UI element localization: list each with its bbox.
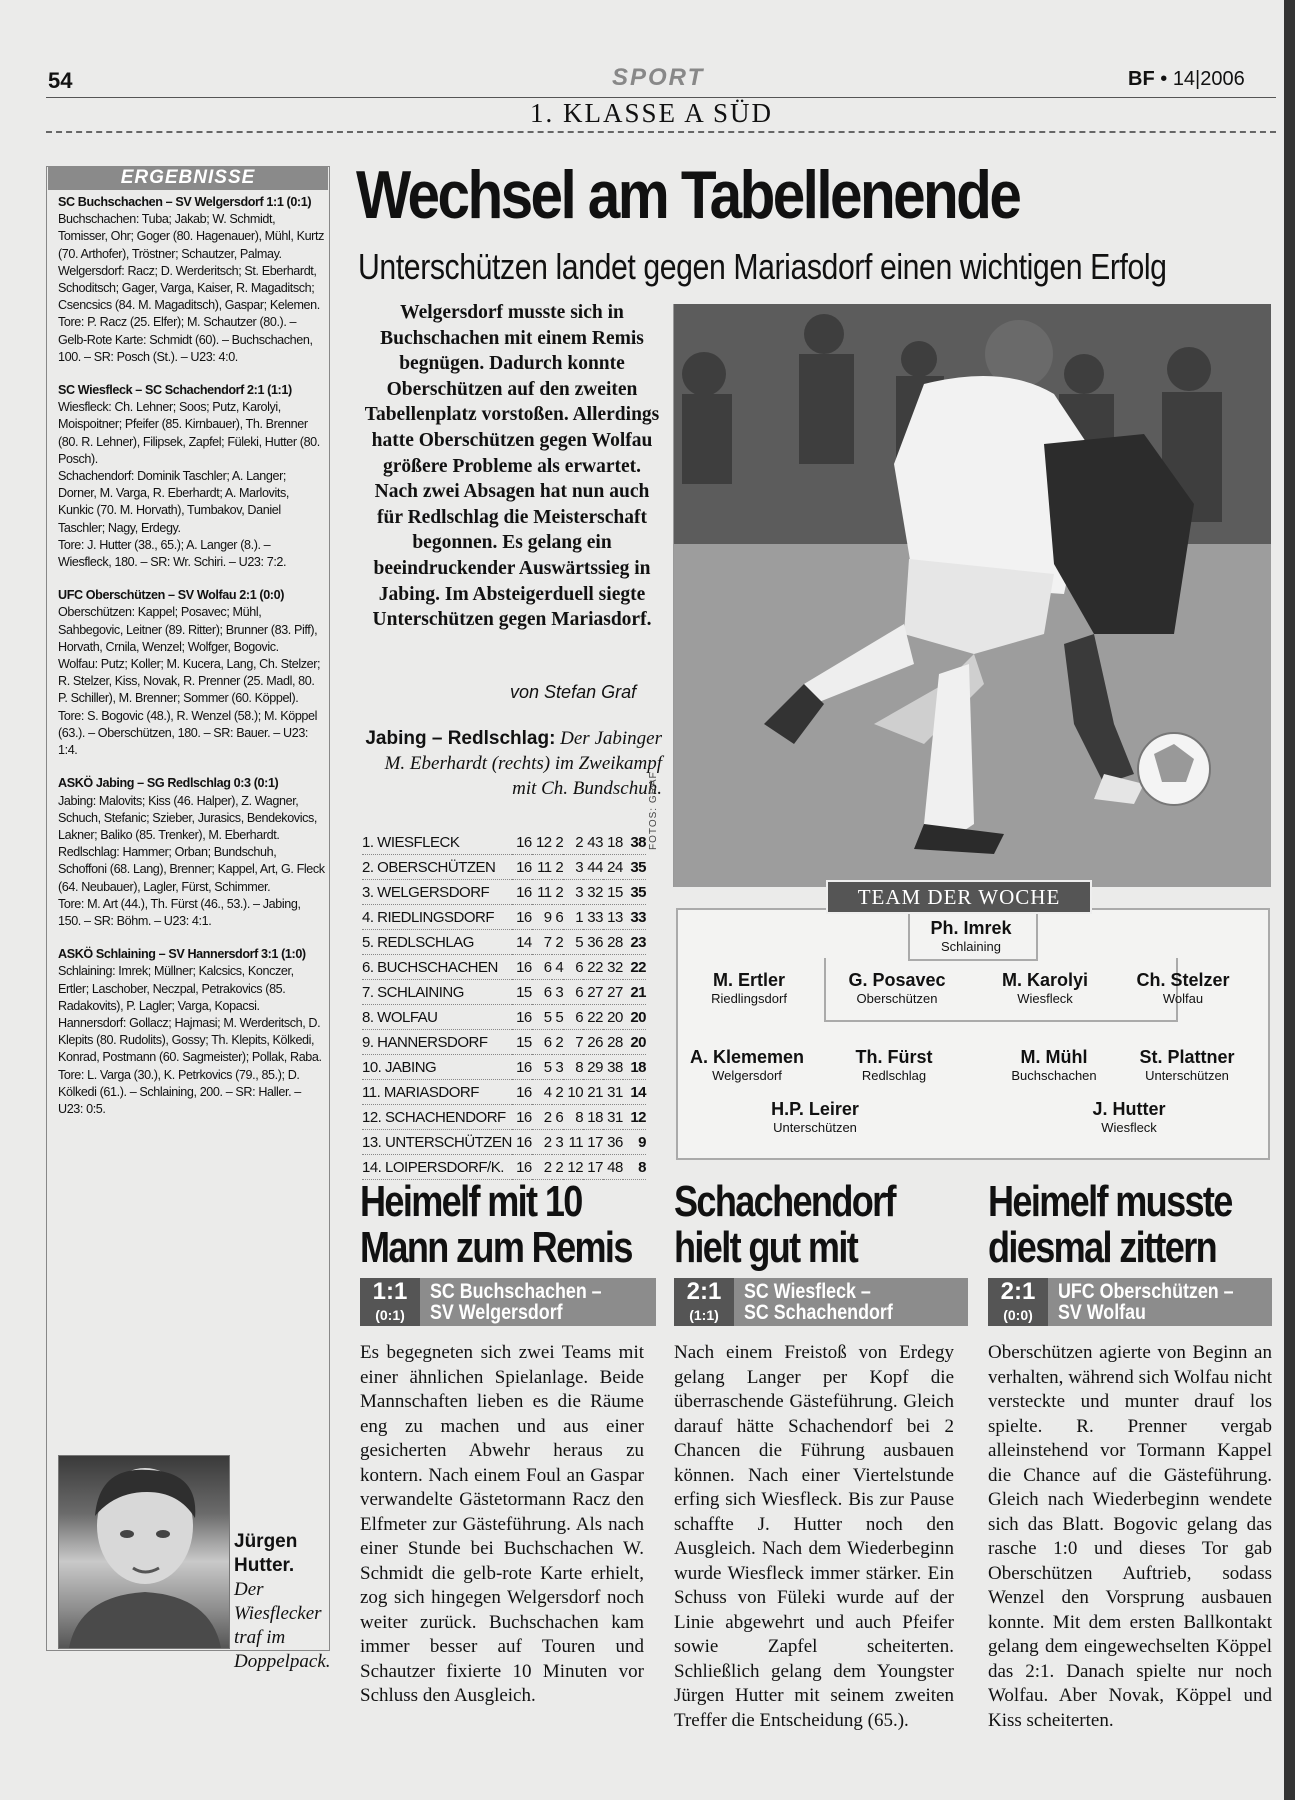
result-line: Tore: M. Art (44.), Th. Fürst (46., 53.). – Jabing, 150. – SR: Böhm. – U23: 4:1. bbox=[58, 896, 301, 928]
standings-row bbox=[362, 1105, 646, 1130]
player-name: Ph. Imrek bbox=[930, 918, 1012, 938]
standings-value: 15 bbox=[607, 883, 623, 901]
report-headline: Heimelf mit 10 bbox=[360, 1177, 582, 1226]
standings-value: 2 bbox=[555, 933, 564, 951]
standings-value: 7 bbox=[575, 1033, 584, 1051]
standings-team: 1. WIESFLECK bbox=[362, 833, 460, 851]
standings-row bbox=[362, 1080, 646, 1105]
result-match: ASKÖ Jabing – SG Redlschlag 0:3 (0:1) bbox=[58, 776, 279, 791]
result-match: ASKÖ Schlaining – SV Hannersdorf 3:1 (1:0) bbox=[58, 947, 306, 962]
standings-value: 2 bbox=[575, 833, 584, 851]
standings-points: 22 bbox=[630, 958, 646, 976]
report-text: Nach einem Freistoß von Erdegy gelang Langer per Kopf die überraschende Gästeführung. Gleich darauf hätte Schachendorf bei 2 Chancen die Führung ausbauen können. Nach einer Viertelstunde erfing sich Wiesfleck. Bis zur Pause schaffte J. Hutter noch den Ausgleich. Nach dem Wiederbeginn wurde Wiesfleck immer stärker. Ein Schuss von Füleki wurde auf der Linie abgewehrt und auch Pfeifer sowie Zapfel scheiterten. Schließlich gelang dem Youngster Jürgen Hutter mit seinem zweiten Treffer die Entscheidung (65.). bbox=[674, 1342, 954, 1731]
standings-value: 27 bbox=[607, 983, 623, 1001]
standings-row bbox=[362, 930, 646, 955]
away-team: SV Wolfau bbox=[1058, 1301, 1146, 1324]
standings-value: 16 bbox=[516, 1083, 532, 1101]
standings-points: 12 bbox=[630, 1108, 646, 1126]
player-card bbox=[1112, 1047, 1262, 1085]
player-name: M. Ertler bbox=[712, 970, 786, 990]
standings-value: 15 bbox=[516, 1033, 532, 1051]
home-team: SC Buchschachen – bbox=[430, 1280, 602, 1303]
score-bar bbox=[360, 1278, 656, 1326]
standings-value: 22 bbox=[587, 958, 603, 976]
result-block bbox=[58, 587, 326, 759]
results-list bbox=[58, 194, 326, 1134]
byline bbox=[510, 682, 636, 703]
player-club: Oberschützen bbox=[856, 991, 938, 1006]
player-club: Unterschützen bbox=[773, 1120, 857, 1135]
standings-value: 1 bbox=[575, 908, 584, 926]
standings-points: 20 bbox=[630, 1033, 646, 1051]
report-headline: diesmal zittern bbox=[988, 1223, 1217, 1272]
player-card bbox=[674, 970, 824, 1008]
standings-value: 32 bbox=[607, 958, 623, 976]
final-score: 1:1 bbox=[372, 1278, 408, 1305]
standings-table bbox=[362, 830, 646, 1180]
result-line: Wiesfleck: Ch. Lehner; Soos; Putz, Karolyi, Moispoitner; Pfeifer (85. Kirnbauer), Th. Brenner (80. R. Lehner), Filipsek, Zapfel; Füleki, Hutter (80. Posch). bbox=[58, 400, 320, 466]
standings-value: 6 bbox=[575, 958, 584, 976]
standings-value: 32 bbox=[587, 883, 603, 901]
player-name: M. Mühl bbox=[1020, 1047, 1088, 1067]
standings-value: 27 bbox=[587, 983, 603, 1001]
brand-separator: • bbox=[1160, 68, 1168, 90]
standings-value: 2 bbox=[555, 1158, 564, 1176]
player-card bbox=[819, 1047, 969, 1085]
standings-value: 11 bbox=[537, 858, 552, 876]
standings-value: 5 bbox=[555, 1008, 564, 1026]
player-name: Ch. Stelzer bbox=[1136, 970, 1230, 990]
issue-number: 14|2006 bbox=[1172, 68, 1245, 90]
player-club: Riedlingsdorf bbox=[711, 991, 787, 1006]
standings-value: 11 bbox=[568, 1133, 584, 1151]
result-match: SC Buchschachen – SV Welgersdorf 1:1 (0:1) bbox=[58, 195, 312, 209]
portrait-text: Der Wiesflecker traf im Doppelpack. bbox=[234, 1579, 331, 1672]
standings-value: 8 bbox=[575, 1108, 584, 1126]
player-card bbox=[1054, 1099, 1204, 1137]
standings-row bbox=[362, 905, 646, 930]
report-text: Oberschützen agierte von Beginn an verhalten, während sich Wolfau nicht versteckte und munter drauf los spielte. R. Prenner vergab alleinstehend vor Tormann Kappel die Chance auf die Gästeführung. Gleich nach Wiederbeginn wendete sich das Blatt. Bogovic gelang das rasche 1:0 und dieses Tor gab Oberschützen Auftrieb, sodass Wenzel den Vorsprung ausbauen konnte. Mit dem ersten Ballkontakt gelang dem eingewechselten Köppel das 2:1. Danach spielte nur noch Wolfau. Aber Novak, Köppel und Kiss scheiterten. bbox=[988, 1342, 1272, 1731]
standings-value: 6 bbox=[575, 1008, 584, 1026]
standings-value: 16 bbox=[516, 1133, 532, 1151]
final-score: 2:1 bbox=[1000, 1278, 1036, 1305]
player-card bbox=[979, 1047, 1129, 1085]
standings-value: 2 bbox=[555, 833, 564, 851]
standings-value: 5 bbox=[575, 933, 584, 951]
standings-value: 6 bbox=[543, 983, 552, 1001]
standings-points: 33 bbox=[630, 908, 646, 926]
standings-points: 8 bbox=[638, 1158, 646, 1176]
standings-value: 6 bbox=[543, 1033, 552, 1051]
standings-points: 21 bbox=[630, 983, 646, 1001]
standings-value: 3 bbox=[555, 1058, 564, 1076]
standings-value: 36 bbox=[587, 933, 603, 951]
result-line: Welgersdorf: Racz; D. Werderitsch; St. Eberhardt, Schoditsch; Gager, Varga, Kaiser, R. Magaditsch; Csencsics (84. M. Magaditsch), Gaspar; Kelemen. bbox=[58, 263, 320, 313]
byline-author: Stefan Graf bbox=[544, 682, 637, 702]
standings-value: 6 bbox=[543, 958, 552, 976]
report-headline: Mann zum Remis bbox=[360, 1223, 632, 1272]
portrait-photo bbox=[58, 1455, 230, 1649]
main-headline: Wechsel am Tabellenende bbox=[356, 157, 1020, 233]
result-block bbox=[58, 194, 326, 366]
standings-value: 21 bbox=[587, 1083, 603, 1101]
player-club: Wiesfleck bbox=[1101, 1120, 1157, 1135]
result-line: Tore: S. Bogovic (48.), R. Wenzel (58.); M. Köppel (63.). – Oberschützen, 180. – SR: Bauer. – U23: 1:4. bbox=[58, 708, 318, 758]
standings-team: 2. OBERSCHÜTZEN bbox=[362, 858, 496, 876]
standings-value: 16 bbox=[516, 1008, 532, 1026]
result-line: Jabing: Malovits; Kiss (46. Halper), Z. Wagner, Schuch, Stefanic; Szieber, Jurasics, Bendekovics, Lakner; Baliko (85. Trenker), M. Eberhardt. bbox=[58, 793, 317, 842]
standings-row bbox=[362, 1030, 646, 1055]
home-team: SC Wiesfleck – bbox=[744, 1280, 871, 1303]
player-name: G. Posavec bbox=[848, 970, 946, 990]
player-card bbox=[970, 970, 1120, 1008]
standings-value: 18 bbox=[587, 1108, 603, 1126]
standings-team: 5. REDLSCHLAG bbox=[362, 933, 474, 951]
caption-bold: Jabing – Redlschlag: bbox=[365, 728, 556, 749]
score-bar bbox=[674, 1278, 968, 1326]
standings-value: 38 bbox=[607, 1058, 623, 1076]
final-score: 2:1 bbox=[686, 1278, 722, 1305]
report-headline: Schachendorf bbox=[674, 1177, 895, 1226]
standings-team: 14. LOIPERSDORF/K. bbox=[362, 1158, 504, 1176]
report-text: Es begegneten sich zwei Teams mit einer ähnlichen Spielanlage. Beide Mannschaften lieben es die Räume eng zu machen und aus einer gesicherten Abwehr heraus zu kontern. Nach einem Foul an Gaspar verwandelte Gästetormann Racz den Elfmeter zur Gästeführung. Als nach einer Stunde bei Buchschachen W. Schmidt die gelb-rote Karte erhielt, zog sich hingegen Welgersdorf noch weiter zurück. Buchschachen kam immer besser auf Touren und Schautzer fixierte 10 Minuten vor Schluss den Ausgleich. bbox=[360, 1342, 644, 1706]
standings-value: 22 bbox=[587, 1008, 603, 1026]
result-block bbox=[58, 382, 326, 571]
section-title: SPORT bbox=[612, 64, 705, 91]
standings-points: 18 bbox=[630, 1058, 646, 1076]
player-club: Redlschlag bbox=[861, 1068, 927, 1083]
page-edge-shadow bbox=[1284, 0, 1295, 1800]
standings-value: 2 bbox=[543, 1133, 552, 1151]
standings-value: 3 bbox=[555, 1133, 564, 1151]
player-name: St. Plattner bbox=[1139, 1047, 1235, 1067]
standings-points: 23 bbox=[630, 933, 646, 951]
result-line: Tore: P. Racz (25. Elfer); M. Schautzer (80.). – Gelb-Rote Karte: Schmidt (60). – Buchschachen, 100. – SR: Posch (St.). – U23: 4:0. bbox=[58, 315, 313, 364]
standings-team: 4. RIEDLINGSDORF bbox=[362, 908, 495, 926]
standings-value: 20 bbox=[607, 1008, 623, 1026]
player-name: M. Karolyi bbox=[1001, 970, 1089, 990]
standings-value: 36 bbox=[607, 1133, 623, 1151]
standings-value: 18 bbox=[607, 833, 623, 851]
result-match: SC Wiesfleck – SC Schachendorf 2:1 (1:1) bbox=[58, 383, 292, 398]
standings-value: 48 bbox=[607, 1158, 623, 1176]
standings-value: 28 bbox=[607, 1033, 623, 1051]
standings-value: 17 bbox=[587, 1158, 603, 1176]
standings-value: 7 bbox=[543, 933, 552, 951]
standings-value: 10 bbox=[567, 1083, 584, 1101]
standings-value: 2 bbox=[555, 1083, 564, 1101]
standings-value: 16 bbox=[516, 1158, 532, 1176]
standings-value: 43 bbox=[587, 833, 603, 851]
standings-value: 16 bbox=[516, 1108, 532, 1126]
match-photo bbox=[673, 304, 1271, 887]
standings-value: 17 bbox=[587, 1133, 603, 1151]
standings-value: 4 bbox=[555, 958, 564, 976]
standings-value: 2 bbox=[543, 1108, 552, 1126]
score-box bbox=[988, 1278, 1048, 1326]
portrait-caption bbox=[234, 1530, 331, 1674]
standings-points: 35 bbox=[630, 883, 646, 901]
page-number: 54 bbox=[48, 68, 73, 93]
portrait-name: Jürgen Hutter. bbox=[234, 1531, 298, 1576]
standings-value: 31 bbox=[607, 1108, 623, 1126]
dashed-divider bbox=[46, 131, 1276, 133]
standings-team: 12. SCHACHENDORF bbox=[362, 1108, 506, 1126]
standings-row bbox=[362, 1055, 646, 1080]
player-club: Schlaining bbox=[941, 939, 1001, 954]
standings-team: 7. SCHLAINING bbox=[362, 983, 464, 1001]
standings-row bbox=[362, 1005, 646, 1030]
standings-value: 9 bbox=[543, 908, 552, 926]
team-of-week-title: TEAM DER WOCHE bbox=[826, 880, 1092, 914]
result-line: Buchschachen: Tuba; Jakab; W. Schmidt, Tomisser, Ohr; Goger (80. Hagenauer), Mühl, Kurtz (70. Arthofer), Tröstner; Schautzer, Palmay. bbox=[58, 212, 324, 261]
results-heading: ERGEBNISSE bbox=[48, 166, 328, 190]
match-teams bbox=[744, 1281, 893, 1323]
result-line: Schachendorf: Dominik Taschler; A. Langer; Dorner, M. Varga, R. Eberhardt; A. Marlovits, Kunkic (70. M. Horvath), Tumbakov, Daniel Taschler; Nagy, Erdegy. bbox=[58, 469, 289, 535]
standings-row bbox=[362, 855, 646, 880]
standings-points: 38 bbox=[630, 833, 646, 851]
standings-points: 20 bbox=[630, 1008, 646, 1026]
player-club: Welgersdorf bbox=[712, 1068, 782, 1083]
byline-prefix: von bbox=[510, 682, 540, 702]
standings-value: 2 bbox=[555, 883, 564, 901]
score-bar bbox=[988, 1278, 1272, 1326]
standings-row bbox=[362, 955, 646, 980]
standings-team: 9. HANNERSDORF bbox=[362, 1033, 488, 1051]
photo-caption bbox=[362, 726, 662, 801]
standings-team: 10. JABING bbox=[362, 1058, 437, 1076]
standings-value: 13 bbox=[607, 908, 623, 926]
result-line: Schlaining: Imrek; Müllner; Kalcsics, Konczer, Ertler; Laschober, Neczpal, Petrakovics (85. Radakovits), P. Lagler; Varga, Kopacsi. bbox=[58, 964, 294, 1013]
result-block bbox=[58, 775, 326, 930]
standings-value: 16 bbox=[516, 958, 532, 976]
portrait-illustration bbox=[59, 1456, 229, 1648]
player-card bbox=[822, 970, 972, 1008]
result-line: Oberschützen: Kappel; Posavec; Mühl, Sahbegovic, Leitner (89. Ritter); Brunner (83. Piff), Horvath, Crnila, Wenzel; Wolfger, Bogovic. bbox=[58, 605, 318, 654]
home-team: UFC Oberschützen – bbox=[1058, 1280, 1234, 1303]
standings-team: 11. MARIASDORF bbox=[362, 1083, 479, 1101]
halftime-score: (0:0) bbox=[1003, 1307, 1033, 1323]
standings-value: 6 bbox=[575, 983, 584, 1001]
standings-value: 3 bbox=[555, 983, 564, 1001]
standings-value: 3 bbox=[575, 858, 584, 876]
result-block bbox=[58, 946, 326, 1118]
standings-value: 33 bbox=[587, 908, 603, 926]
standings-value: 14 bbox=[516, 933, 532, 951]
score-box bbox=[360, 1278, 420, 1326]
report-headline: hielt gut mit bbox=[674, 1223, 858, 1272]
standings-value: 12 bbox=[535, 833, 552, 851]
halftime-score: (0:1) bbox=[375, 1307, 405, 1323]
result-line: Redlschlag: Hammer; Orban; Bundschuh, Schoffoni (68. Lang), Brenner; Kappel, Art, G. Fleck (64. Neubauer), Lagler, Fürst, Schimmer. bbox=[58, 845, 325, 894]
player-club: Buchschachen bbox=[1011, 1068, 1097, 1083]
result-line: Wolfau: Putz; Koller; M. Kucera, Lang, Ch. Stelzer; R. Stelzer, Kiss, Novak, R. Prenner (25. Madl, 80. P. Schiller), M. Brenner; Sommer (60. Köppel). bbox=[58, 657, 321, 706]
sub-headline: Unterschützen landet gegen Mariasdorf einen wichtigen Erfolg bbox=[358, 246, 1167, 287]
player-name: J. Hutter bbox=[1092, 1099, 1166, 1119]
standings-row bbox=[362, 1130, 646, 1155]
player-card bbox=[740, 1099, 890, 1137]
match-teams bbox=[1058, 1281, 1234, 1323]
match-photo-illustration bbox=[674, 304, 1271, 887]
standings-row bbox=[362, 980, 646, 1005]
result-line: Tore: L. Varga (30.), K. Petrkovics (79., 85.); D. Kölkedi (61.). – Schlaining, 200. – SR: Haller. – U23: 0:5. bbox=[58, 1067, 301, 1116]
standings-value: 29 bbox=[587, 1058, 603, 1076]
player-card bbox=[672, 1047, 822, 1085]
standings-value: 44 bbox=[587, 858, 603, 876]
result-line: Tore: J. Hutter (38., 65.); A. Langer (8.). – Wiesfleck, 180. – SR: Wr. Schiri. – U23: 7:2. bbox=[58, 537, 287, 570]
standings-row bbox=[362, 1155, 646, 1180]
halftime-score: (1:1) bbox=[689, 1307, 719, 1323]
standings-value: 3 bbox=[575, 883, 584, 901]
standings-value: 2 bbox=[543, 1158, 552, 1176]
brand-name: BF bbox=[1128, 68, 1155, 90]
standings-value: 26 bbox=[587, 1033, 603, 1051]
player-card bbox=[896, 918, 1046, 956]
standings-value: 31 bbox=[607, 1083, 623, 1101]
brand-issue bbox=[1128, 68, 1245, 91]
score-box bbox=[674, 1278, 734, 1326]
player-name: A. Klememen bbox=[689, 1047, 805, 1067]
standings-points: 14 bbox=[630, 1083, 646, 1101]
photo-credit: FOTOS: GRAF bbox=[648, 771, 659, 850]
away-team: SC Schachendorf bbox=[744, 1301, 893, 1324]
result-line: Hannersdorf: Gollacz; Hajmasi; M. Werderitsch, D. Klepits (80. Rudolits), Gossy; Th. Klepits, Kölkedi, Konrad, Postmann (60. Sagmeister); Pollak, Raba. bbox=[58, 1015, 322, 1065]
standings-team: 8. WOLFAU bbox=[362, 1008, 438, 1026]
match-teams bbox=[430, 1281, 602, 1323]
standings-value: 6 bbox=[555, 1108, 564, 1126]
player-club: Wiesfleck bbox=[1017, 991, 1073, 1006]
player-club: Wolfau bbox=[1162, 991, 1204, 1006]
lead-paragraph: Welgersdorf musste sich in Buchschachen mit einem Remis begnügen. Dadurch konnte Oberschützen auf den zweiten Tabellenplatz vorstoßen. Allerdings hatte Oberschützen gegen Wolfau größere Probleme als erwartet. Nach zwei Absagen hat nun auch für Redlschlag die Meisterschaft begonnen. Es gelang ein beeindruckender Auswärtssieg in Jabing. Im Absteigerduell siegte Unterschützen gegen Mariasdorf. bbox=[364, 302, 660, 631]
report-headline: Heimelf musste bbox=[988, 1177, 1232, 1226]
player-name: Th. Fürst bbox=[855, 1047, 933, 1067]
standings-value: 16 bbox=[516, 883, 532, 901]
standings-value: 2 bbox=[555, 1033, 564, 1051]
standings-value: 2 bbox=[555, 858, 564, 876]
player-club: Unterschützen bbox=[1145, 1068, 1229, 1083]
standings-body bbox=[362, 830, 646, 1180]
standings-points: 9 bbox=[638, 1133, 646, 1151]
standings-value: 16 bbox=[516, 833, 532, 851]
standings-value: 6 bbox=[555, 908, 564, 926]
standings-value: 16 bbox=[516, 858, 532, 876]
standings-value: 16 bbox=[516, 908, 532, 926]
standings-value: 5 bbox=[543, 1058, 552, 1076]
standings-team: 6. BUCHSCHACHEN bbox=[362, 958, 498, 976]
league-title: 1. KLASSE A SÜD bbox=[530, 98, 774, 128]
caption-text: Der Jabinger M. Eberhardt (rechts) im Zweikampf mit Ch. Bundschuh. bbox=[384, 728, 662, 799]
standings-value: 24 bbox=[607, 858, 623, 876]
standings-value: 4 bbox=[543, 1083, 552, 1101]
standings-value: 16 bbox=[516, 1058, 532, 1076]
standings-row bbox=[362, 880, 646, 905]
standings-value: 11 bbox=[537, 883, 552, 901]
standings-team: 3. WELGERSDORF bbox=[362, 883, 490, 901]
standings-team: 13. UNTERSCHÜTZEN bbox=[362, 1133, 512, 1151]
standings-value: 28 bbox=[607, 933, 623, 951]
standings-value: 5 bbox=[543, 1008, 552, 1026]
player-card bbox=[1108, 970, 1258, 1008]
result-match: UFC Oberschützen – SV Wolfau 2:1 (0:0) bbox=[58, 588, 284, 603]
away-team: SV Welgersdorf bbox=[430, 1301, 563, 1324]
standings-value: 15 bbox=[516, 983, 532, 1001]
player-name: H.P. Leirer bbox=[771, 1099, 859, 1119]
standings-value: 8 bbox=[575, 1058, 584, 1076]
standings-row bbox=[362, 830, 646, 855]
standings-value: 12 bbox=[567, 1158, 584, 1176]
standings-points: 35 bbox=[630, 858, 646, 876]
